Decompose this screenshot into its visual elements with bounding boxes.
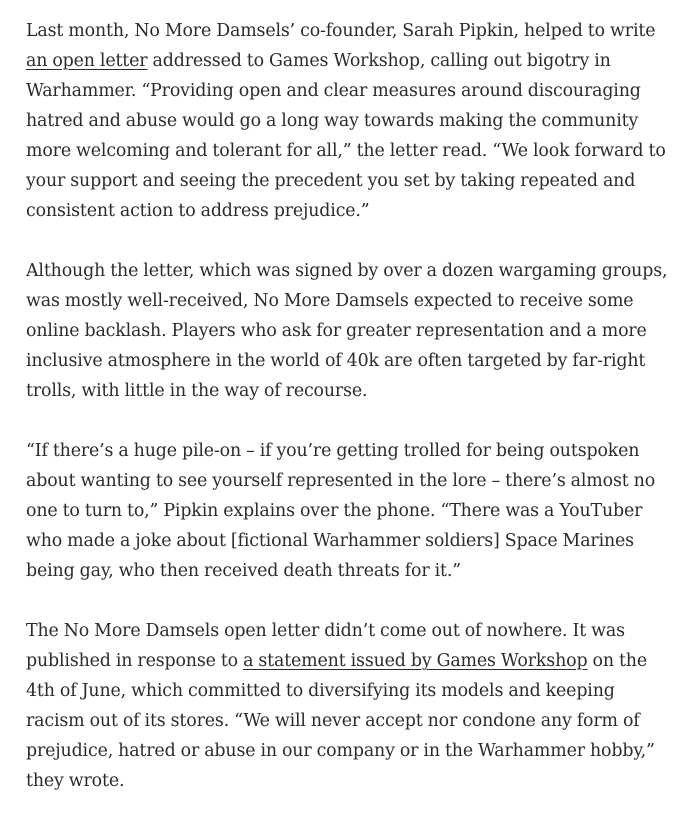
- games-workshop-statement-link[interactable]: a statement issued by Games Workshop: [243, 651, 588, 671]
- paragraph-1: [26, 16, 670, 226]
- paragraph-4: [26, 616, 670, 796]
- article-body: [26, 16, 670, 826]
- paragraph-3: “If there’s a huge pile-on – if you’re getting trolled for being outspoken about wanting to see yourself represented in the lore – there’s almost no one to turn to,” Pipkin explains over the phone. “There was a YouTuber who made a joke about [fictional Warhammer soldiers] Space Marines being gay, who then received death threats for it.”: [26, 441, 656, 581]
- paragraph-1-text-start: Last month, No More Damsels’ co-founder, Sarah Pipkin, helped to write: [26, 21, 656, 41]
- open-letter-link[interactable]: an open letter: [26, 51, 148, 71]
- paragraph-4-text-start: The No More Damsels open letter didn’t come out of nowhere. It was published in response to: [26, 621, 625, 671]
- paragraph-2: Although the letter, which was signed by over a dozen wargaming groups, was mostly well-received, No More Damsels expected to receive some online backlash. Players who ask for greater representation and a more inclusive atmosphere in the world of 40k are often targeted by far-right trolls, with little in the way of recourse.: [26, 261, 668, 401]
- paragraph-1-text-end: addressed to Games Workshop, calling out bigotry in Warhammer. “Providing open and clear measures around discouraging hatred and abuse would go a long way towards making the community more welcoming and tolerant for all,” the letter read. “We look forward to your support and seeing the precedent you set by taking repeated and consistent action to address prejudice.”: [26, 51, 666, 221]
- paragraph-4-text-end: on the 4th of June, which committed to diversifying its models and keeping racism out of its stores. “We will never accept nor condone any form of prejudice, hatred or abuse in our company or in the Warhammer hobby,” they wrote.: [26, 651, 655, 791]
